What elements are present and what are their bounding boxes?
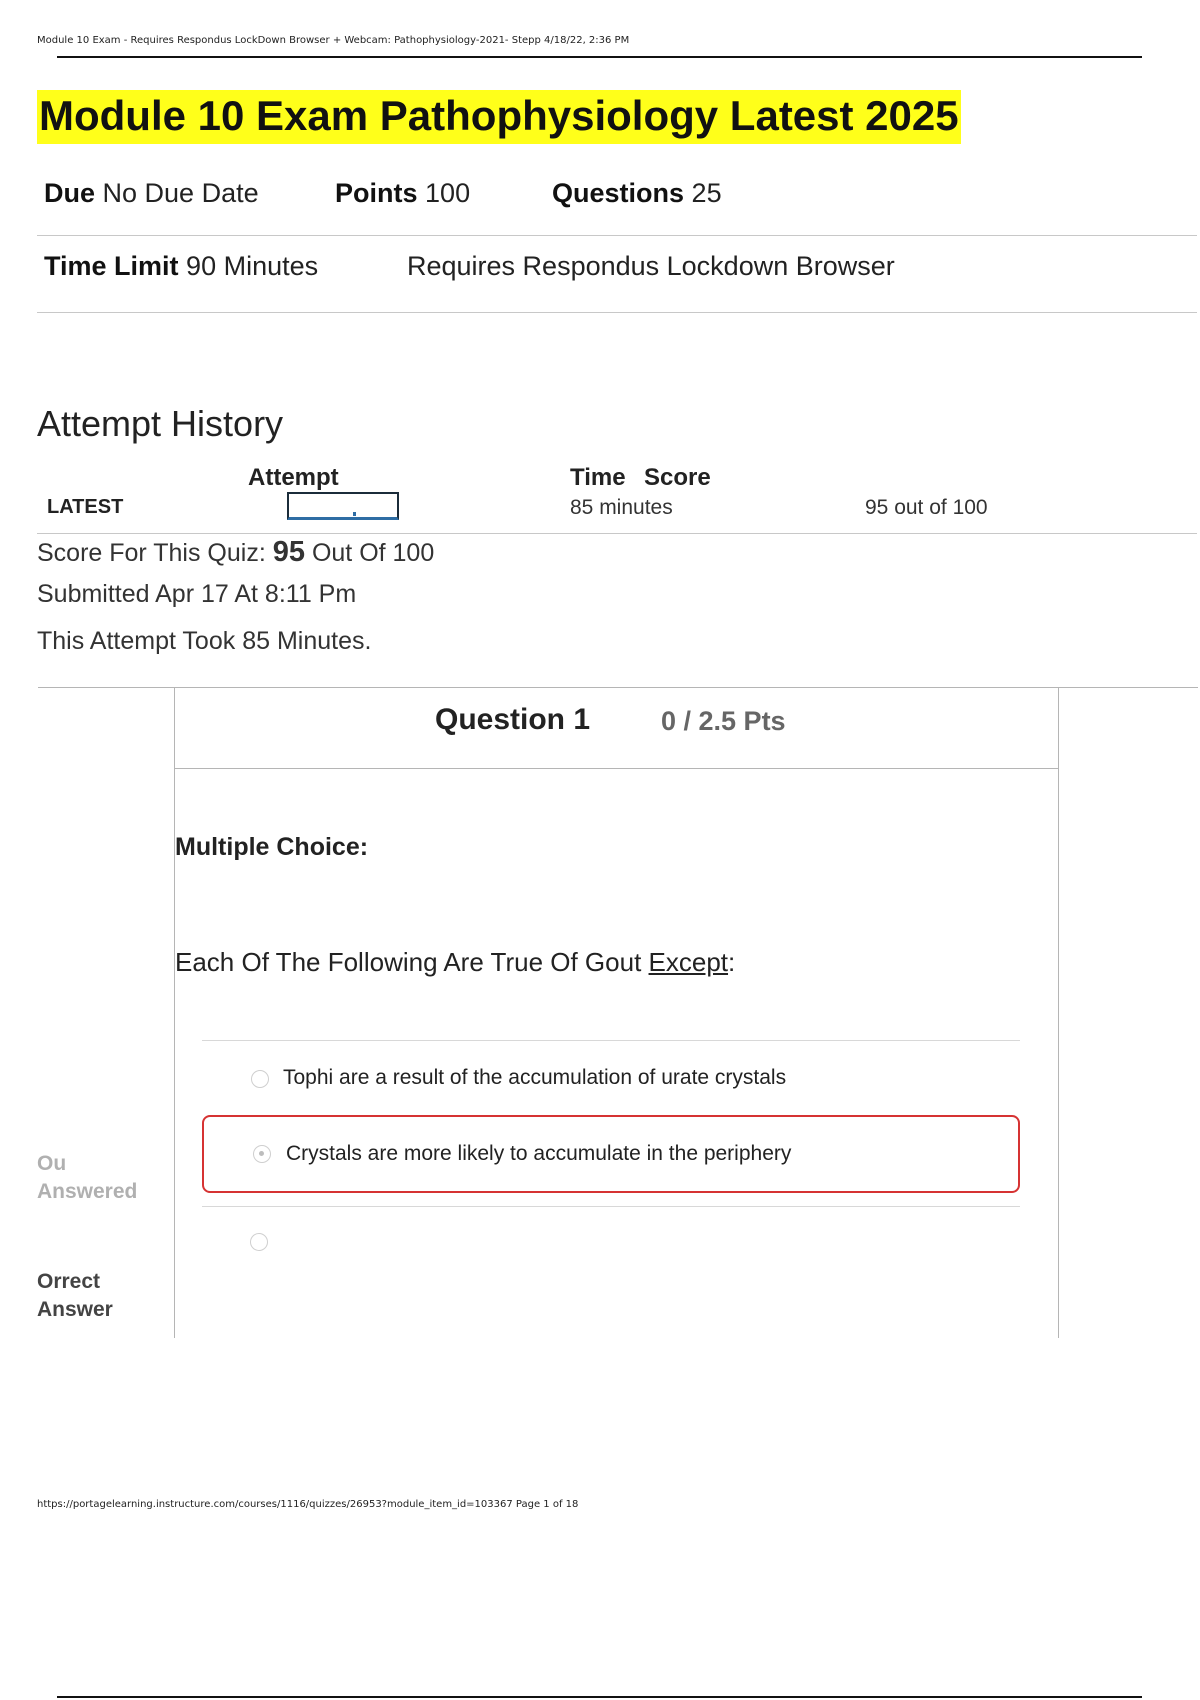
- due-label: Due: [44, 178, 96, 208]
- attempt-column-header: Attempt: [248, 464, 339, 491]
- question-header-rule: [175, 768, 1058, 769]
- footer-rule: [57, 1696, 1142, 1698]
- quiz-score: [37, 536, 434, 569]
- print-footer: https://portagelearning.instructure.com/courses/1116/quizzes/26953?module_item_id=103367 Page 1 of 18: [37, 1499, 579, 1510]
- attempt-time: 85 minutes: [570, 496, 673, 519]
- time-limit-detail: [44, 251, 318, 282]
- answer-1-text: Tophi are a result of the accumulation of urate crystals: [283, 1066, 787, 1089]
- due-detail: [44, 178, 259, 209]
- question-title: Question 1: [435, 703, 591, 736]
- time-column-header: Time: [570, 464, 626, 491]
- details-divider-1: [37, 235, 1197, 236]
- page-title: Module 10 Exam Pathophysiology Latest 2025: [37, 90, 961, 144]
- you-answered-label: [37, 1150, 137, 1206]
- answer-1-radio[interactable]: [251, 1070, 269, 1088]
- question-left-border: [174, 688, 175, 1338]
- score-column-header: Score: [644, 464, 711, 491]
- time-limit-value: 90 Minutes: [186, 251, 319, 281]
- question-text: [175, 947, 735, 978]
- attempt-history-title: Attempt History: [37, 403, 284, 444]
- you-answered-label-line-2: Answered: [37, 1180, 138, 1203]
- details-divider-2: [37, 312, 1197, 313]
- score-prefix: Score For This Quiz:: [37, 539, 266, 567]
- answer-divider-bottom: [202, 1206, 1020, 1207]
- questions-label: Questions: [552, 178, 685, 208]
- attempt-link[interactable]: [287, 492, 399, 520]
- answer-divider-top: [202, 1040, 1020, 1041]
- header-rule: [57, 56, 1142, 58]
- points-label: Points: [335, 178, 418, 208]
- questions-detail: [552, 178, 722, 209]
- score-value: 95: [272, 536, 305, 568]
- points-detail: [335, 178, 470, 209]
- latest-attempt-label: LATEST: [47, 496, 124, 518]
- correct-answer-label-line-2: Answer: [37, 1298, 113, 1321]
- question-top-rule: [38, 687, 1198, 688]
- answer-2-radio[interactable]: [253, 1145, 271, 1163]
- question-text-except: Except: [648, 947, 729, 977]
- correct-answer-label-line-1: Orrect: [37, 1270, 101, 1293]
- points-value: 100: [425, 178, 471, 208]
- you-answered-label-line-1: Ou: [37, 1152, 67, 1175]
- question-text-main: Each Of The Following Are True Of Gout: [175, 947, 649, 977]
- print-header: Module 10 Exam - Requires Respondus LockDown Browser + Webcam: Pathophysiology-2021- Stepp 4/18/22, 2:36 PM: [37, 35, 630, 46]
- time-limit-label: Time Limit: [44, 251, 179, 281]
- history-divider: [37, 533, 1197, 534]
- question-type: Multiple Choice:: [175, 833, 369, 861]
- score-suffix: Out Of 100: [311, 539, 435, 567]
- attempt-duration: This Attempt Took 85 Minutes.: [37, 627, 372, 655]
- due-value: No Due Date: [102, 178, 259, 208]
- question-points: 0 / 2.5 Pts: [661, 706, 786, 736]
- questions-value: 25: [691, 178, 722, 208]
- attempt-score: 95 out of 100: [865, 496, 988, 519]
- answer-3-radio[interactable]: [250, 1233, 268, 1251]
- submitted-time: Submitted Apr 17 At 8:11 Pm: [37, 580, 357, 608]
- question-text-end: :: [728, 947, 736, 977]
- question-right-border: [1058, 688, 1059, 1338]
- lockdown-note: Requires Respondus Lockdown Browser: [407, 251, 895, 281]
- correct-answer-label: [37, 1268, 113, 1324]
- answer-2-text: Crystals are more likely to accumulate in the periphery: [286, 1142, 792, 1165]
